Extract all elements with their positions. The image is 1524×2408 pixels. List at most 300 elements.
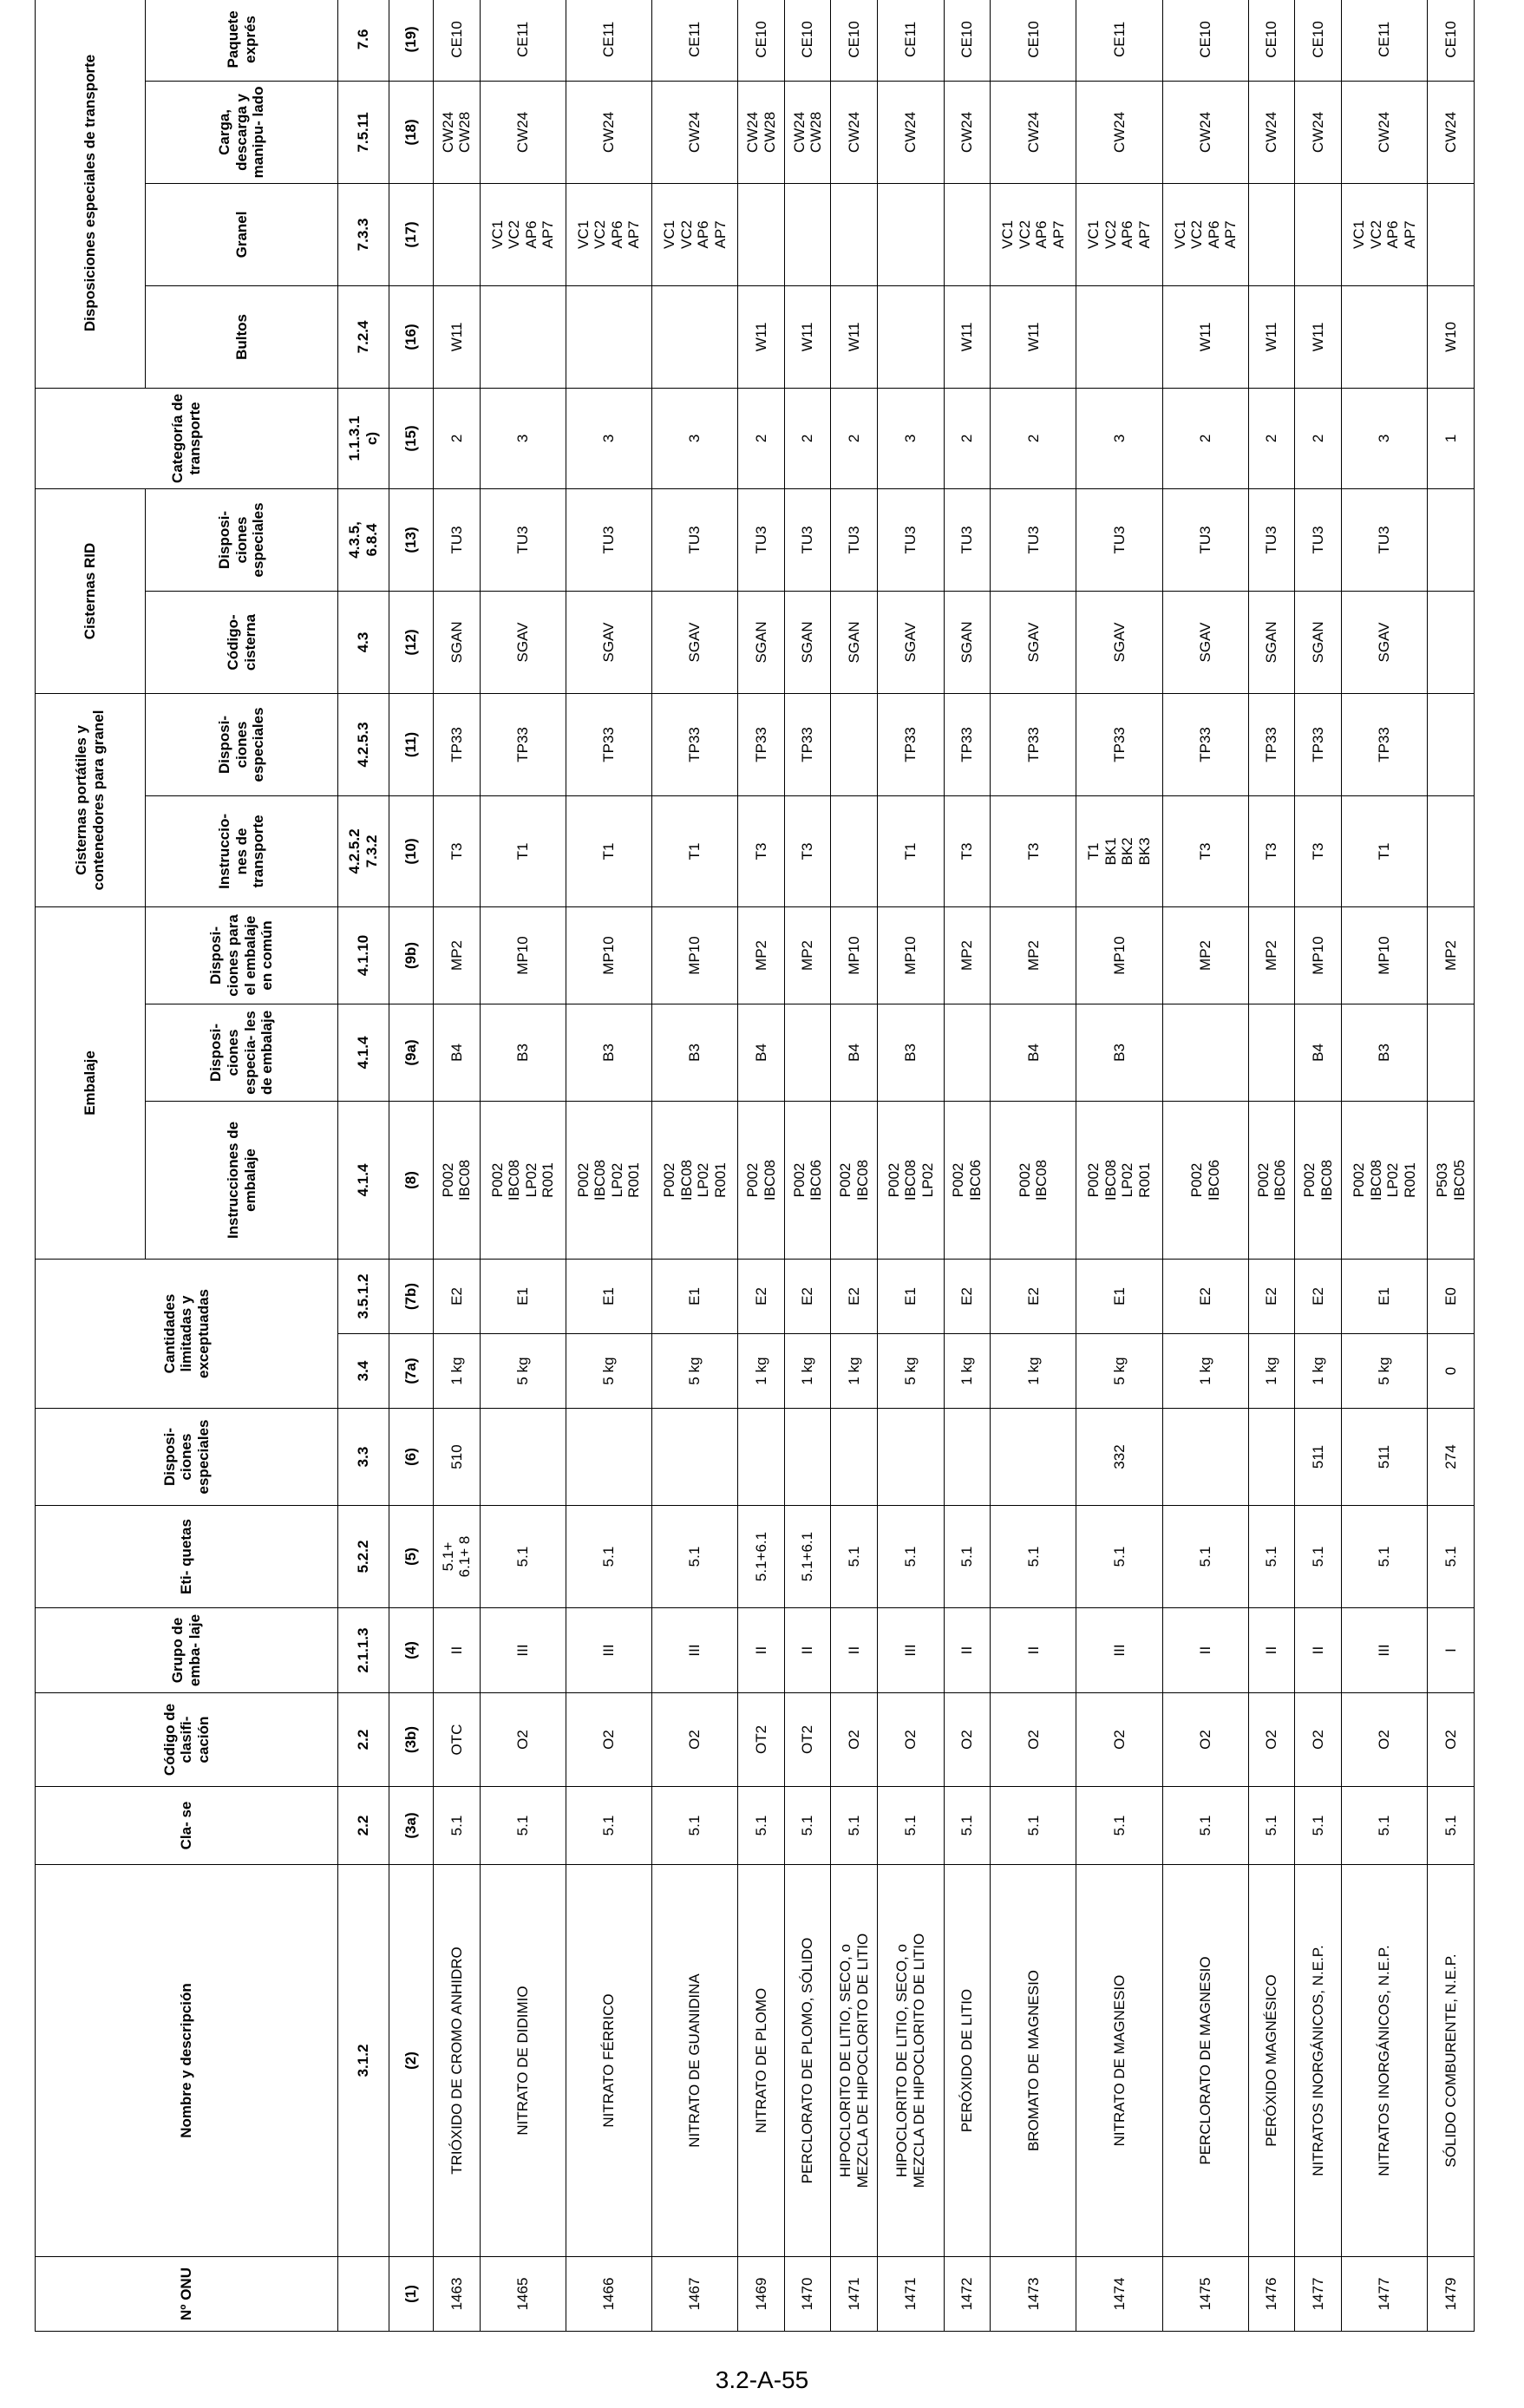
cell-express-parcel: CE10: [738, 0, 785, 81]
header-disp-especiales-embalaje: Disposi- ciones especia- les de embalaje: [146, 1004, 338, 1101]
cell-labels: 5.1+ 6.1+ 8: [434, 1506, 481, 1608]
cell-un-number: 1473: [991, 2257, 1076, 2332]
cell-rid-tank-provisions: TU3: [738, 488, 785, 591]
column-number-cell: (12): [389, 591, 434, 693]
reference-cell: 3.3: [338, 1409, 389, 1506]
table-row: [1076, 0, 1162, 2332]
cell-un-number: 1472: [944, 2257, 991, 2332]
cell-express-parcel: CE11: [566, 0, 651, 81]
cell-packing-group: I: [1428, 1608, 1475, 1693]
table-body: [338, 0, 1475, 2332]
cell-substance-name: PERCLORATO DE PLOMO, SÓLIDO: [784, 1865, 831, 2257]
cell-express-parcel: CE11: [480, 0, 566, 81]
header-clase: Cla- se: [36, 1787, 338, 1865]
cell-tank-special-provisions: TP33: [1295, 693, 1342, 795]
cell-substance-name: BROMATO DE MAGNESIO: [991, 1865, 1076, 2257]
cell-packing-group: II: [991, 1608, 1076, 1693]
cell-express-parcel: CE10: [784, 0, 831, 81]
cell-un-number: 1467: [652, 2257, 738, 2332]
cell-labels: 5.1: [480, 1506, 566, 1608]
reference-cell: 1.1.3.1 c): [338, 388, 389, 488]
column-number-cell: (6): [389, 1409, 434, 1506]
cell-substance-name: NITRATO DE GUANIDINA: [652, 1865, 738, 2257]
cell-mixed-packing: MP2: [434, 906, 481, 1004]
table-row: [1295, 0, 1342, 2332]
cell-rid-tank-provisions: TU3: [434, 488, 481, 591]
cell-express-parcel: CE11: [1076, 0, 1162, 81]
column-number-cell: (19): [389, 0, 434, 81]
table-row: [652, 0, 738, 2332]
column-number-row: [389, 0, 434, 2332]
cell-class: 5.1: [991, 1787, 1076, 1865]
cell-transport-category: 2: [738, 388, 785, 488]
cell-bulk-provisions: VC1 VC2 AP6 AP7: [1076, 183, 1162, 285]
cell-substance-name: NITRATOS INORGÁNICOS, N.E.P.: [1342, 1865, 1428, 2257]
cell-tank-code: SGAN: [831, 591, 878, 693]
header-carga: Carga, descarga y manipu- lado: [146, 81, 338, 183]
cell-packing-group: II: [784, 1608, 831, 1693]
column-number-cell: (7a): [389, 1334, 434, 1409]
column-number-cell: (3b): [389, 1693, 434, 1787]
cell-special-packing-provisions: [1162, 1004, 1248, 1101]
header-instrucciones-transporte: Instruccio- nes de transporte: [146, 795, 338, 906]
header-granel: Granel: [146, 183, 338, 285]
reference-cell: 3.5.1.2: [338, 1259, 389, 1333]
cell-packages-provisions: W11: [434, 285, 481, 388]
cell-limited-quantity: 5 kg: [1076, 1334, 1162, 1409]
cell-packages-provisions: [566, 285, 651, 388]
cell-excepted-quantity: E2: [1248, 1259, 1295, 1333]
cell-classification-code: OT2: [738, 1693, 785, 1787]
cell-excepted-quantity: E1: [878, 1259, 944, 1333]
column-number-cell: (10): [389, 795, 434, 906]
cell-bulk-provisions: [831, 183, 878, 285]
column-number-cell: (2): [389, 1865, 434, 2257]
cell-excepted-quantity: E1: [1342, 1259, 1428, 1333]
cell-class: 5.1: [738, 1787, 785, 1865]
cell-special-packing-provisions: [784, 1004, 831, 1101]
column-number-cell: (13): [389, 488, 434, 591]
cell-loading-provisions: CW24: [1248, 81, 1295, 183]
cell-class: 5.1: [1162, 1787, 1248, 1865]
cell-tank-code: SGAV: [991, 591, 1076, 693]
cell-packing-group: III: [878, 1608, 944, 1693]
cell-un-number: 1463: [434, 2257, 481, 2332]
cell-rid-tank-provisions: TU3: [1248, 488, 1295, 591]
cell-special-provisions: 511: [1295, 1409, 1342, 1506]
header-disposiciones-especiales: Disposi- ciones especiales: [36, 1409, 338, 1506]
header-disp-especiales-rid: Disposi- ciones especiales: [146, 488, 338, 591]
cell-substance-name: PERÓXIDO DE LITIO: [944, 1865, 991, 2257]
cell-labels: 5.1: [1162, 1506, 1248, 1608]
column-number-cell: (4): [389, 1608, 434, 1693]
cell-tank-code: SGAV: [652, 591, 738, 693]
cell-transport-category: 2: [784, 388, 831, 488]
cell-class: 5.1: [480, 1787, 566, 1865]
cell-tank-special-provisions: TP33: [434, 693, 481, 795]
cell-packing-instructions: P002 IBC08: [1295, 1101, 1342, 1259]
cell-express-parcel: CE11: [878, 0, 944, 81]
reference-cell: 2.2: [338, 1693, 389, 1787]
cell-special-packing-provisions: [1248, 1004, 1295, 1101]
cell-loading-provisions: CW24 CW28: [784, 81, 831, 183]
cell-rid-tank-provisions: [1428, 488, 1475, 591]
cell-packages-provisions: [652, 285, 738, 388]
cell-limited-quantity: 5 kg: [480, 1334, 566, 1409]
reference-cell: 3.1.2: [338, 1865, 389, 2257]
cell-special-provisions: [652, 1409, 738, 1506]
reference-cell: 7.6: [338, 0, 389, 81]
cell-packing-instructions: P002 IBC06: [944, 1101, 991, 1259]
cell-transport-category: 3: [878, 388, 944, 488]
cell-labels: 5.1+6.1: [784, 1506, 831, 1608]
cell-labels: 5.1: [878, 1506, 944, 1608]
cell-transport-category: 2: [1295, 388, 1342, 488]
cell-special-provisions: [878, 1409, 944, 1506]
column-number-cell: (16): [389, 285, 434, 388]
cell-un-number: 1475: [1162, 2257, 1248, 2332]
reference-cell: 4.3.5, 6.8.4: [338, 488, 389, 591]
table-row: [784, 0, 831, 2332]
cell-un-number: 1477: [1295, 2257, 1342, 2332]
cell-labels: 5.1: [1428, 1506, 1475, 1608]
cell-loading-provisions: CW24 CW28: [738, 81, 785, 183]
column-number-cell: (8): [389, 1101, 434, 1259]
cell-substance-name: HIPOCLORITO DE LITIO, SECO, o MEZCLA DE HIPOCLORITO DE LITIO: [878, 1865, 944, 2257]
cell-bulk-provisions: [878, 183, 944, 285]
cell-express-parcel: CE10: [1162, 0, 1248, 81]
cell-tank-special-provisions: TP33: [878, 693, 944, 795]
cell-classification-code: O2: [1295, 1693, 1342, 1787]
header-group-row: [36, 0, 146, 2332]
cell-express-parcel: CE10: [1248, 0, 1295, 81]
cell-substance-name: NITRATO FÉRRICO: [566, 1865, 651, 2257]
cell-tank-instructions: T3: [944, 795, 991, 906]
cell-classification-code: OT2: [784, 1693, 831, 1787]
cell-special-provisions: [944, 1409, 991, 1506]
cell-classification-code: O2: [1428, 1693, 1475, 1787]
cell-class: 5.1: [1428, 1787, 1475, 1865]
cell-packing-group: II: [434, 1608, 481, 1693]
cell-transport-category: 3: [652, 388, 738, 488]
cell-bulk-provisions: [1295, 183, 1342, 285]
table-row: [1342, 0, 1428, 2332]
cell-special-packing-provisions: B3: [878, 1004, 944, 1101]
cell-packing-instructions: P002 IBC08 LP02: [878, 1101, 944, 1259]
cell-excepted-quantity: E1: [566, 1259, 651, 1333]
cell-loading-provisions: CW24 CW28: [434, 81, 481, 183]
cell-rid-tank-provisions: TU3: [1295, 488, 1342, 591]
cell-packing-group: III: [566, 1608, 651, 1693]
cell-bulk-provisions: [784, 183, 831, 285]
cell-transport-category: 2: [991, 388, 1076, 488]
cell-excepted-quantity: E2: [434, 1259, 481, 1333]
cell-excepted-quantity: E1: [1076, 1259, 1162, 1333]
cell-tank-special-provisions: TP33: [1162, 693, 1248, 795]
cell-special-packing-provisions: B4: [738, 1004, 785, 1101]
cell-un-number: 1471: [878, 2257, 944, 2332]
cell-packing-instructions: P002 IBC08: [738, 1101, 785, 1259]
cell-excepted-quantity: E1: [480, 1259, 566, 1333]
cell-mixed-packing: MP2: [738, 906, 785, 1004]
cell-classification-code: O2: [1342, 1693, 1428, 1787]
table-row: [1162, 0, 1248, 2332]
reference-cell: 4.1.4: [338, 1101, 389, 1259]
header-disp-especiales-portatiles: Disposi- ciones especiales: [146, 693, 338, 795]
cell-loading-provisions: CW24: [991, 81, 1076, 183]
cell-limited-quantity: 1 kg: [944, 1334, 991, 1409]
cell-tank-code: SGAV: [1162, 591, 1248, 693]
cell-special-packing-provisions: B4: [991, 1004, 1076, 1101]
cell-substance-name: NITRATOS INORGÁNICOS, N.E.P.: [1295, 1865, 1342, 2257]
reference-cell: 2.2: [338, 1787, 389, 1865]
cell-tank-instructions: T3: [1162, 795, 1248, 906]
cell-special-provisions: [738, 1409, 785, 1506]
cell-packing-group: III: [652, 1608, 738, 1693]
cell-transport-category: 2: [434, 388, 481, 488]
cell-packing-instructions: P002 IBC08: [434, 1101, 481, 1259]
cell-classification-code: O2: [1162, 1693, 1248, 1787]
cell-classification-code: O2: [652, 1693, 738, 1787]
cell-tank-code: SGAN: [738, 591, 785, 693]
column-number-cell: (7b): [389, 1259, 434, 1333]
cell-special-packing-provisions: B4: [434, 1004, 481, 1101]
cell-tank-special-provisions: TP33: [480, 693, 566, 795]
reference-cell: 5.2.2: [338, 1506, 389, 1608]
header-codigo-cisterna: Código- cisterna: [146, 591, 338, 693]
cell-express-parcel: CE10: [991, 0, 1076, 81]
cell-mixed-packing: MP10: [1076, 906, 1162, 1004]
cell-tank-instructions: T3: [784, 795, 831, 906]
cell-class: 5.1: [1248, 1787, 1295, 1865]
cell-un-number: 1479: [1428, 2257, 1475, 2332]
cell-express-parcel: CE10: [1295, 0, 1342, 81]
cell-packages-provisions: W11: [1248, 285, 1295, 388]
cell-bulk-provisions: [434, 183, 481, 285]
cell-mixed-packing: MP2: [784, 906, 831, 1004]
cell-excepted-quantity: E2: [784, 1259, 831, 1333]
cell-excepted-quantity: E0: [1428, 1259, 1475, 1333]
cell-class: 5.1: [566, 1787, 651, 1865]
cell-excepted-quantity: E2: [1295, 1259, 1342, 1333]
cell-loading-provisions: CW24: [878, 81, 944, 183]
reference-cell: 7.3.3: [338, 183, 389, 285]
header-paquete: Paquete exprés: [146, 0, 338, 81]
cell-tank-special-provisions: TP33: [1248, 693, 1295, 795]
cell-tank-code: SGAN: [784, 591, 831, 693]
cell-loading-provisions: CW24: [1076, 81, 1162, 183]
cell-tank-code: SGAV: [566, 591, 651, 693]
cell-special-provisions: [480, 1409, 566, 1506]
header-disposiciones-transporte: Disposiciones especiales de transporte: [36, 0, 146, 388]
cell-tank-instructions: T1: [1342, 795, 1428, 906]
column-number-cell: (11): [389, 693, 434, 795]
cell-substance-name: PERCLORATO DE MAGNESIO: [1162, 1865, 1248, 2257]
column-number-cell: (18): [389, 81, 434, 183]
cell-limited-quantity: 5 kg: [652, 1334, 738, 1409]
cell-un-number: 1470: [784, 2257, 831, 2332]
cell-rid-tank-provisions: TU3: [652, 488, 738, 591]
cell-rid-tank-provisions: TU3: [878, 488, 944, 591]
cell-loading-provisions: CW24: [480, 81, 566, 183]
table-row: [991, 0, 1076, 2332]
cell-tank-instructions: T1 BK1 BK2 BK3: [1076, 795, 1162, 906]
cell-mixed-packing: MP10: [1342, 906, 1428, 1004]
cell-packages-provisions: W11: [944, 285, 991, 388]
cell-limited-quantity: 0: [1428, 1334, 1475, 1409]
cell-mixed-packing: MP10: [480, 906, 566, 1004]
cell-classification-code: O2: [878, 1693, 944, 1787]
cell-class: 5.1: [831, 1787, 878, 1865]
cell-transport-category: 3: [1342, 388, 1428, 488]
table-row: [738, 0, 785, 2332]
cell-limited-quantity: 1 kg: [1295, 1334, 1342, 1409]
cell-special-provisions: 332: [1076, 1409, 1162, 1506]
cell-bulk-provisions: [944, 183, 991, 285]
cell-tank-code: SGAV: [878, 591, 944, 693]
cell-bulk-provisions: VC1 VC2 AP6 AP7: [652, 183, 738, 285]
table-row: [566, 0, 651, 2332]
cell-transport-category: 3: [1076, 388, 1162, 488]
cell-packing-group: II: [1248, 1608, 1295, 1693]
reference-cell: 7.2.4: [338, 285, 389, 388]
cell-special-packing-provisions: B4: [1295, 1004, 1342, 1101]
cell-packing-group: II: [738, 1608, 785, 1693]
column-number-cell: (1): [389, 2257, 434, 2332]
cell-packing-instructions: P002 IBC06: [1248, 1101, 1295, 1259]
cell-packages-provisions: W11: [1295, 285, 1342, 388]
cell-tank-instructions: [831, 795, 878, 906]
cell-class: 5.1: [1295, 1787, 1342, 1865]
cell-loading-provisions: CW24: [1342, 81, 1428, 183]
header-name: Nombre y descripción: [36, 1865, 338, 2257]
cell-tank-code: SGAV: [480, 591, 566, 693]
cell-packages-provisions: [480, 285, 566, 388]
cell-packing-instructions: P002 IBC08 LP02 R001: [652, 1101, 738, 1259]
cell-substance-name: NITRATO DE PLOMO: [738, 1865, 785, 2257]
cell-substance-name: SÓLIDO COMBURENTE, N.E.P.: [1428, 1865, 1475, 2257]
header-cisternas-portatiles: Cisternas portátiles y contenedores para granel: [36, 693, 146, 906]
cell-un-number: 1465: [480, 2257, 566, 2332]
cell-express-parcel: CE10: [434, 0, 481, 81]
cell-special-packing-provisions: B3: [1342, 1004, 1428, 1101]
cell-rid-tank-provisions: TU3: [1342, 488, 1428, 591]
column-number-cell: (9a): [389, 1004, 434, 1101]
header-embalaje-comun: Disposi- ciones para el embalaje en común: [146, 906, 338, 1004]
cell-mixed-packing: MP10: [878, 906, 944, 1004]
cell-substance-name: NITRATO DE MAGNESIO: [1076, 1865, 1162, 2257]
cell-un-number: 1476: [1248, 2257, 1295, 2332]
cell-bulk-provisions: [1428, 183, 1475, 285]
cell-tank-special-provisions: [831, 693, 878, 795]
cell-packages-provisions: W11: [831, 285, 878, 388]
cell-tank-special-provisions: TP33: [738, 693, 785, 795]
cell-express-parcel: CE11: [1342, 0, 1428, 81]
reference-cell: 4.1.4: [338, 1004, 389, 1101]
cell-packing-group: III: [1342, 1608, 1428, 1693]
cell-excepted-quantity: E2: [991, 1259, 1076, 1333]
cell-transport-category: 2: [831, 388, 878, 488]
cell-tank-code: SGAN: [944, 591, 991, 693]
column-number-cell: (15): [389, 388, 434, 488]
cell-special-provisions: [1162, 1409, 1248, 1506]
column-number-cell: (9b): [389, 906, 434, 1004]
cell-tank-code: SGAN: [1295, 591, 1342, 693]
cell-excepted-quantity: E2: [831, 1259, 878, 1333]
cell-loading-provisions: CW24: [1162, 81, 1248, 183]
cell-tank-special-provisions: [1428, 693, 1475, 795]
cell-un-number: 1474: [1076, 2257, 1162, 2332]
cell-packing-instructions: P002 IBC08 LP02 R001: [480, 1101, 566, 1259]
cell-tank-instructions: T3: [434, 795, 481, 906]
cell-excepted-quantity: E2: [738, 1259, 785, 1333]
cell-mixed-packing: MP2: [1248, 906, 1295, 1004]
cell-tank-instructions: T3: [991, 795, 1076, 906]
cell-packages-provisions: W11: [738, 285, 785, 388]
cell-rid-tank-provisions: TU3: [991, 488, 1076, 591]
table-row: [878, 0, 944, 2332]
cell-tank-instructions: T1: [480, 795, 566, 906]
header-grupo: Grupo de emba- laje: [36, 1608, 338, 1693]
cell-packing-instructions: P002 IBC08 LP02 R001: [1076, 1101, 1162, 1259]
cell-rid-tank-provisions: TU3: [831, 488, 878, 591]
cell-special-provisions: 274: [1428, 1409, 1475, 1506]
cell-mixed-packing: MP2: [1162, 906, 1248, 1004]
cell-special-packing-provisions: B4: [831, 1004, 878, 1101]
cell-tank-special-provisions: TP33: [1342, 693, 1428, 795]
cell-un-number: 1469: [738, 2257, 785, 2332]
cell-classification-code: O2: [1248, 1693, 1295, 1787]
reference-cell: 7.5.11: [338, 81, 389, 183]
reference-cell: [338, 2257, 389, 2332]
cell-labels: 5.1: [831, 1506, 878, 1608]
cell-express-parcel: CE10: [1428, 0, 1475, 81]
cell-special-provisions: [1248, 1409, 1295, 1506]
dangerous-goods-table-page: [35, 10, 1475, 2332]
cell-classification-code: OTC: [434, 1693, 481, 1787]
table-row: [831, 0, 878, 2332]
cell-special-provisions: [831, 1409, 878, 1506]
reference-cell: 4.3: [338, 591, 389, 693]
cell-rid-tank-provisions: TU3: [480, 488, 566, 591]
cell-tank-special-provisions: TP33: [566, 693, 651, 795]
cell-excepted-quantity: E1: [652, 1259, 738, 1333]
cell-class: 5.1: [784, 1787, 831, 1865]
cell-bulk-provisions: VC1 VC2 AP6 AP7: [1162, 183, 1248, 285]
cell-rid-tank-provisions: TU3: [566, 488, 651, 591]
cell-limited-quantity: 1 kg: [1248, 1334, 1295, 1409]
cell-packages-provisions: W11: [1162, 285, 1248, 388]
cell-special-provisions: 510: [434, 1409, 481, 1506]
cell-rid-tank-provisions: TU3: [1076, 488, 1162, 591]
cell-mixed-packing: MP2: [991, 906, 1076, 1004]
cell-labels: 5.1: [991, 1506, 1076, 1608]
cell-special-packing-provisions: B3: [1076, 1004, 1162, 1101]
cell-packages-provisions: [1076, 285, 1162, 388]
cell-loading-provisions: CW24: [944, 81, 991, 183]
cell-packing-group: II: [1162, 1608, 1248, 1693]
cell-labels: 5.1: [652, 1506, 738, 1608]
cell-loading-provisions: CW24: [831, 81, 878, 183]
cell-tank-special-provisions: TP33: [944, 693, 991, 795]
cell-packages-provisions: W11: [784, 285, 831, 388]
cell-transport-category: 2: [1162, 388, 1248, 488]
cell-class: 5.1: [878, 1787, 944, 1865]
cell-mixed-packing: MP10: [566, 906, 651, 1004]
cell-transport-category: 3: [480, 388, 566, 488]
cell-special-provisions: [991, 1409, 1076, 1506]
header-codigo: Código de clasifi- cación: [36, 1693, 338, 1787]
